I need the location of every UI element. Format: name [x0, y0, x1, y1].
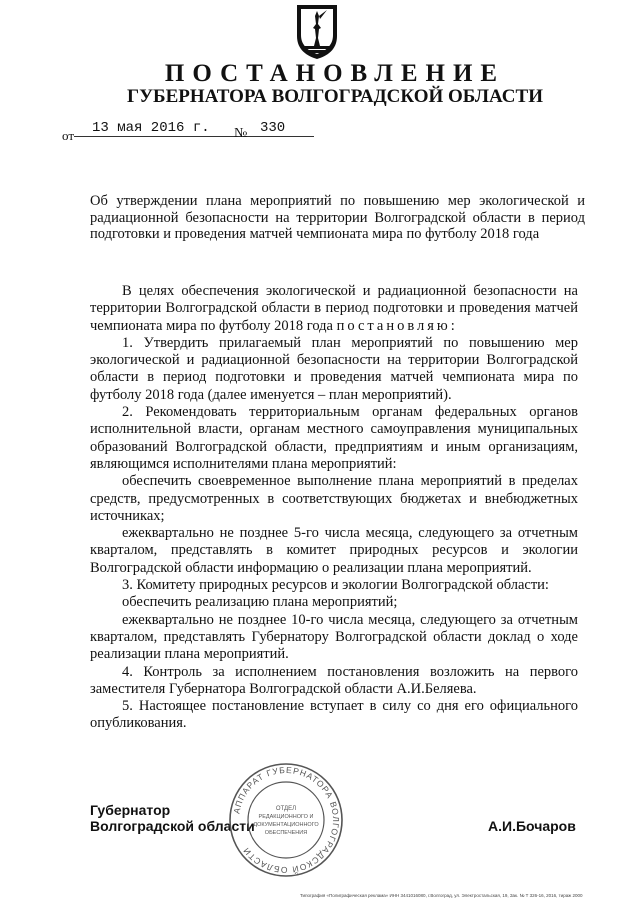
signatory-name: А.И.Бочаров	[488, 818, 576, 834]
intro-paragraph	[90, 283, 578, 335]
stamp-line-4: ОБЕСПЕЧЕНИЯ	[264, 830, 308, 836]
intro-text: В целях обеспечения экологической и радиационной безопасности на территории Волгоградской области в период подготовки и проведения матчей чемпионата мира по футболу 2018 года	[90, 283, 578, 334]
document-date: 13 мая 2016 г.	[74, 120, 292, 137]
stamp-ring-text: АППАРАТ ГУБЕРНАТОРА ВОЛГОГРАДСКОЙ ОБЛАСТИ	[231, 764, 342, 876]
decree-word: постановляю:	[336, 317, 458, 334]
clause-5: 5. Настоящее постановление вступает в силу со дня его официального опубликования.	[90, 698, 578, 732]
document-body	[90, 283, 578, 733]
signatory-position-line1: Губернатор	[90, 802, 171, 818]
clause-2a: обеспечить своевременное выполнение плана мероприятий в пределах средств, предусмотренных в соответствующих бюджетах и внебюджетных источниках;	[90, 473, 578, 524]
coat-of-arms-icon	[294, 2, 340, 60]
date-prefix-label: от	[62, 128, 75, 143]
document-title: ПОСТАНОВЛЕНИЕ	[164, 60, 506, 87]
print-footer: Типография «Полиграфическая реклама» ИНН 3441016080, г.Волгоград, ул. Электростальская, 19, Зак. № Т 326-16, 2016, тираж 2000	[300, 893, 583, 898]
signatory-position-line2: Волгоградской области	[90, 818, 255, 834]
document-subject: Об утверждении плана мероприятий по повышению мер экологической и радиационной безопасности на территории Волгоградской области в период подготовки и проведения матчей чемпионата мира по футболу 2018 года	[90, 193, 585, 242]
stamp-line-2: РЕДАКЦИОННОГО И	[258, 814, 314, 820]
clause-4: 4. Контроль за исполнением постановления возложить на первого заместителя Губернатора Волгоградской области А.И.Беляева.	[90, 663, 578, 697]
number-label: №	[234, 126, 248, 141]
clause-2b: ежеквартально не позднее 5-го числа месяца, следующего за отчетным кварталом, представлять в комитет природных ресурсов и экологии Волгоградской области информацию о реализации плана мероприятий.	[90, 525, 578, 576]
clause-2: 2. Рекомендовать территориальным органам федеральных органов исполнительной власти, органам местного самоуправления муниципальных образований Волгоградской области, предприятиям и иным организациям, являющимся исполнителями плана мероприятий:	[90, 404, 578, 472]
stamp-line-3: ДОКУМЕНТАЦИОННОГО	[253, 822, 319, 828]
document-subtitle: ГУБЕРНАТОРА ВОЛГОГРАДСКОЙ ОБЛАСТИ	[127, 86, 543, 107]
official-stamp	[226, 760, 346, 880]
clause-3b: ежеквартально не позднее 10-го числа месяца, следующего за отчетным кварталом, представлять Губернатору Волгоградской области доклад о ходе реализации плана мероприятий.	[90, 611, 578, 663]
document-number: 330	[252, 120, 314, 137]
stamp-line-1: ОТДЕЛ	[275, 806, 297, 812]
clause-3a: обеспечить реализацию плана мероприятий;	[122, 594, 398, 611]
clause-1: 1. Утвердить прилагаемый план мероприятий по повышению мер экологической и радиационной безопасности на территории Волгоградской области в период подготовки и проведения матчей чемпионата мира по футболу 2018 года (далее именуется – план мероприятий).	[90, 334, 578, 403]
clause-3: 3. Комитету природных ресурсов и экологии Волгоградской области:	[122, 577, 549, 594]
